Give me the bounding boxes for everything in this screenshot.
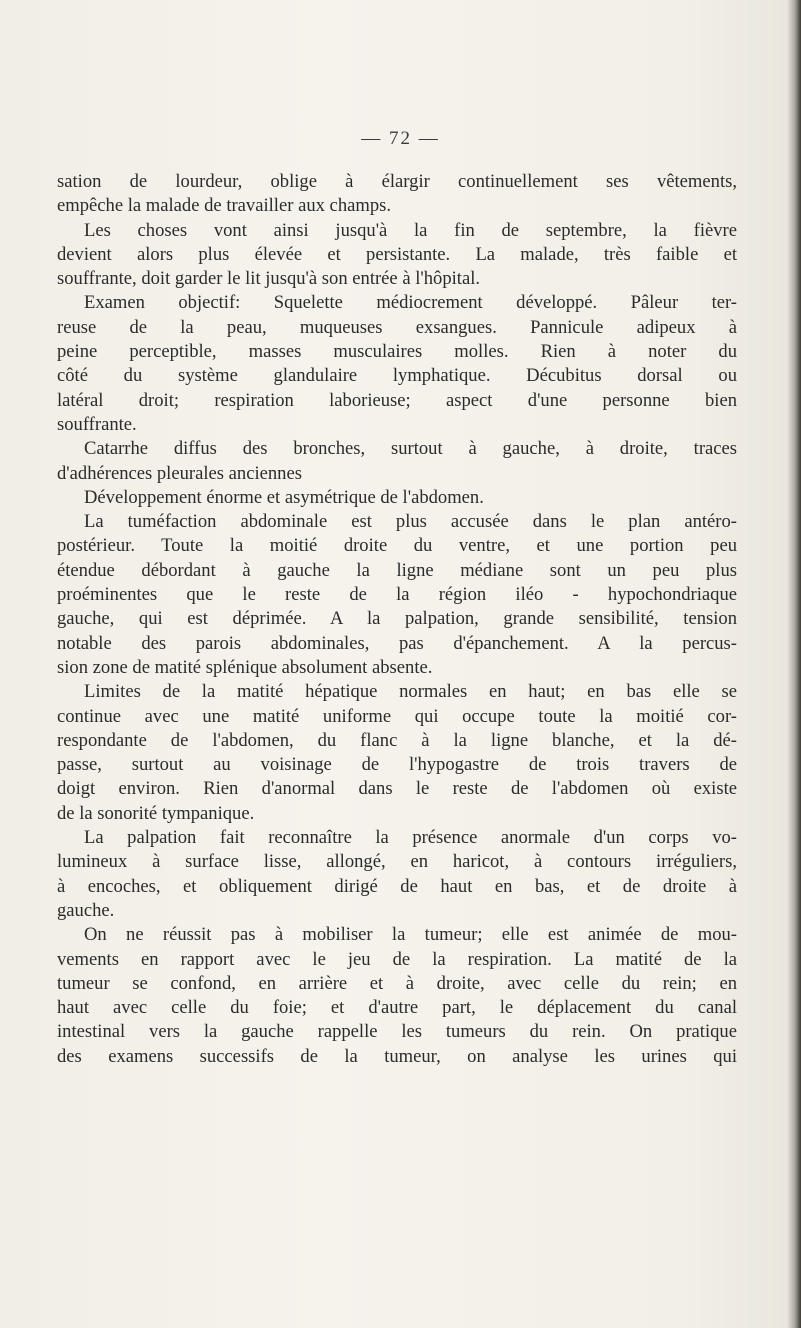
text-line: doigt environ. Rien d'anormal dans le reste de l'abdomen où existe bbox=[57, 778, 737, 800]
text-line: empêche la malade de travailler aux champs. bbox=[57, 195, 392, 217]
text-line: vements en rapport avec le jeu de la respiration. La matité de la bbox=[57, 948, 737, 970]
text-line: continue avec une matité uniforme qui occupe toute la moitié cor- bbox=[57, 705, 737, 727]
text-line: Les choses vont ainsi jusqu'à la fin de septembre, la fièvre bbox=[84, 219, 737, 241]
text-line: gauche, qui est déprimée. A la palpation, grande sensibilité, tension bbox=[57, 608, 737, 630]
text-line: sation de lourdeur, oblige à élargir continuellement ses vêtements, bbox=[57, 171, 737, 192]
text-line: La tuméfaction abdominale est plus accusée dans le plan antéro- bbox=[84, 511, 737, 533]
text-line: respondante de l'abdomen, du flanc à la ligne blanche, et la dé- bbox=[57, 729, 737, 751]
text-line: sion zone de matité splénique absolument absente. bbox=[57, 656, 433, 678]
text-line: des examens successifs de la tumeur, on analyse les urines qui bbox=[57, 1045, 737, 1067]
text-line: souffrante, doit garder le lit jusqu'à son entrée à l'hôpital. bbox=[57, 268, 481, 290]
text-line: On ne réussit pas à mobiliser la tumeur; elle est animée de mou- bbox=[84, 924, 737, 946]
text-line: Limites de la matité hépatique normales en haut; en bas elle se bbox=[84, 681, 737, 703]
text-line: d'adhérences pleurales anciennes bbox=[57, 462, 302, 484]
text-line: gauche. bbox=[57, 899, 115, 921]
text-line: La palpation fait reconnaître la présence anormale d'un corps vo- bbox=[84, 827, 737, 849]
text-line: à encoches, et obliquement dirigé de haut en bas, et de droite à bbox=[57, 875, 737, 897]
text-line: passe, surtout au voisinage de l'hypogastre de trois travers de bbox=[57, 754, 737, 776]
text-line: tumeur se confond, en arrière et à droite, avec celle du rein; en bbox=[57, 972, 737, 994]
text-line: Catarrhe diffus des bronches, surtout à gauche, à droite, traces bbox=[84, 438, 737, 460]
text-line: de la sonorité tympanique. bbox=[57, 802, 255, 824]
page-number: — 72 — bbox=[361, 128, 440, 149]
text-line: postérieur. Toute la moitié droite du ventre, et une portion peu bbox=[57, 535, 737, 557]
text-line: notable des parois abdominales, pas d'épanchement. A la percus- bbox=[57, 632, 737, 654]
text-line: reuse de la peau, muqueuses exsangues. Pannicule adipeux à bbox=[57, 316, 737, 338]
text-line: lumineux à surface lisse, allongé, en haricot, à contours irréguliers, bbox=[57, 851, 737, 873]
text-line: devient alors plus élevée et persistante. La malade, très faible et bbox=[57, 243, 737, 265]
body-text bbox=[57, 170, 737, 1069]
text-line: intestinal vers la gauche rappelle les tumeurs du rein. On pratique bbox=[57, 1021, 737, 1043]
text-line: Développement énorme et asymétrique de l'abdomen. bbox=[84, 486, 484, 508]
text-line: étendue débordant à gauche la ligne médiane sont un peu plus bbox=[57, 559, 737, 581]
text-line: haut avec celle du foie; et d'autre part, le déplacement du canal bbox=[57, 997, 737, 1019]
page-edge-shadow bbox=[787, 0, 801, 1328]
text-line: proéminentes que le reste de la région iléo - hypochondriaque bbox=[57, 584, 737, 606]
text-line: souffrante. bbox=[57, 413, 137, 435]
text-line: Examen objectif: Squelette médiocrement développé. Pâleur ter- bbox=[84, 292, 737, 314]
text-line: peine perceptible, masses musculaires molles. Rien à noter du bbox=[57, 341, 737, 363]
text-line: côté du système glandulaire lymphatique. Décubitus dorsal ou bbox=[57, 365, 737, 387]
text-line: latéral droit; respiration laborieuse; aspect d'une personne bien bbox=[57, 389, 737, 411]
